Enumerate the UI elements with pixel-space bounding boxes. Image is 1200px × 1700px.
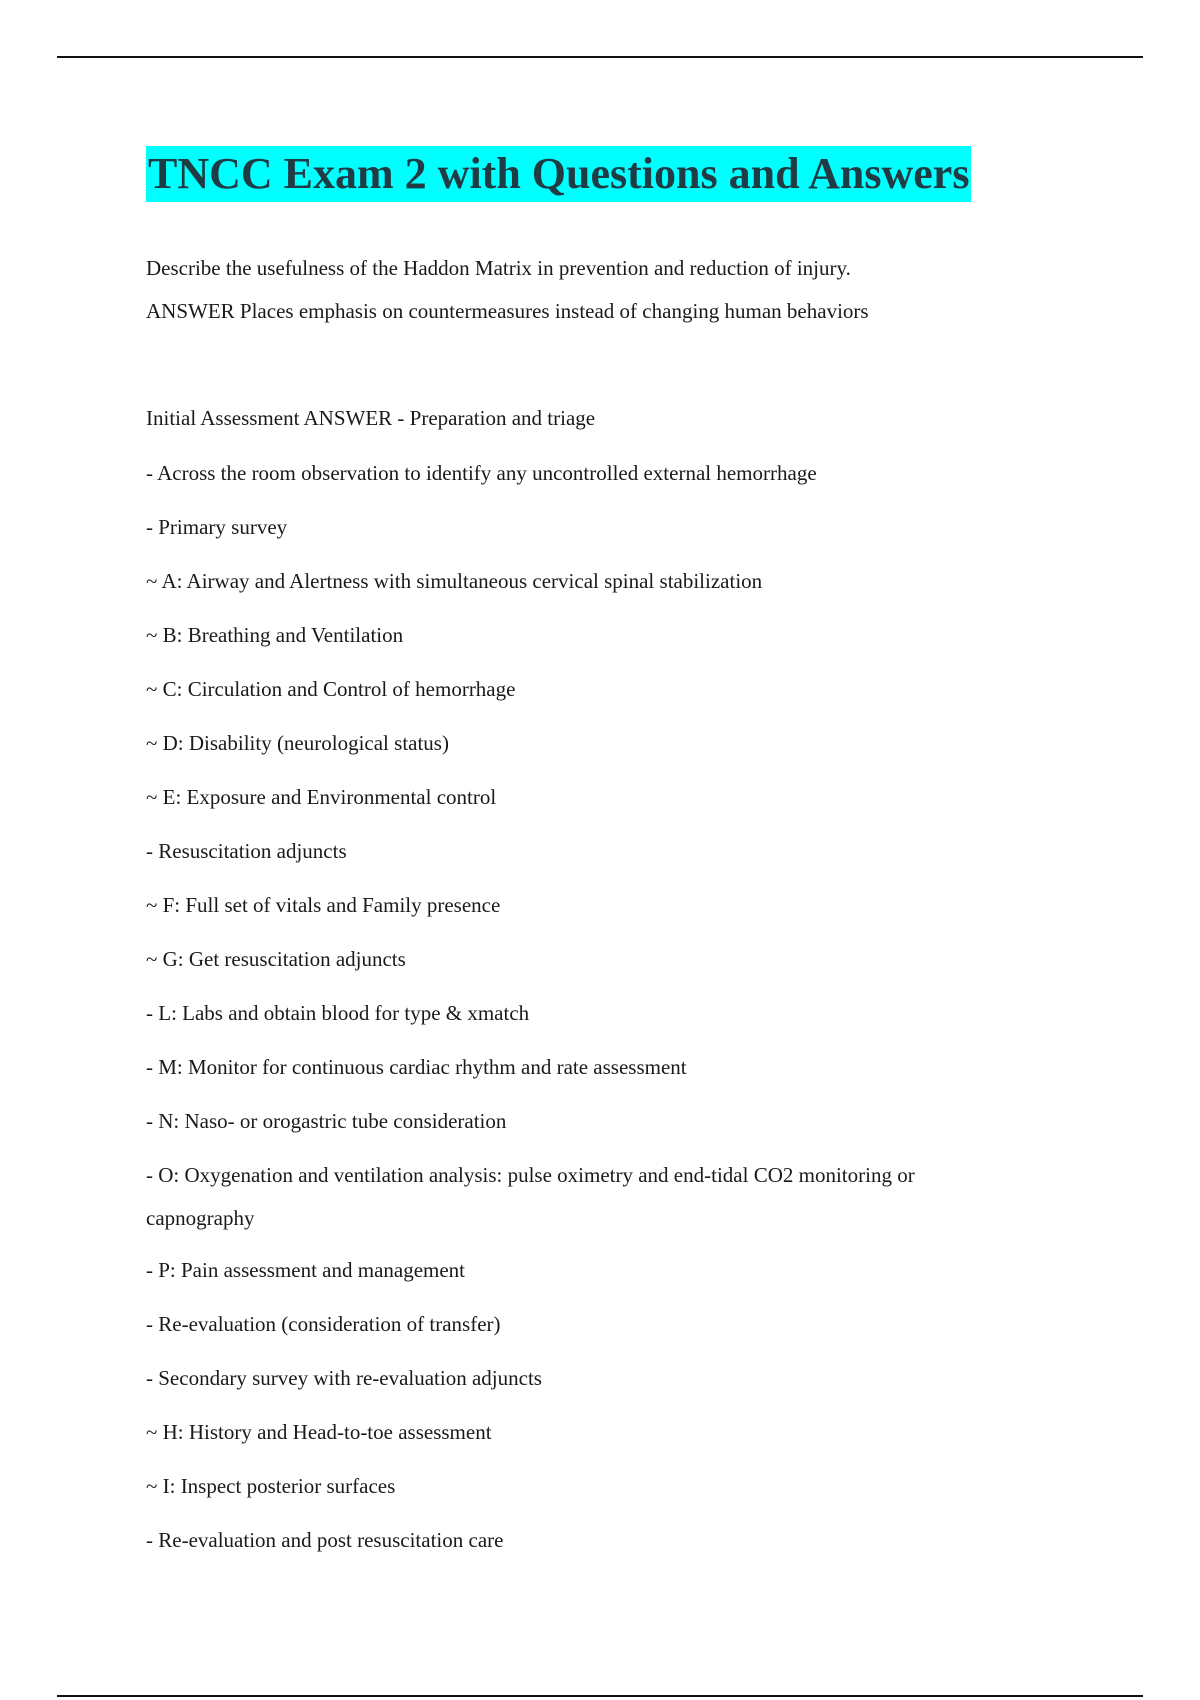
q2-line: ~ F: Full set of vitals and Family presence	[146, 893, 501, 917]
q2-line: ~ E: Exposure and Environmental control	[146, 785, 497, 809]
q2-line: ~ G: Get resuscitation adjuncts	[146, 947, 406, 971]
q2-line: ~ B: Breathing and Ventilation	[146, 623, 404, 647]
q2-line: - N: Naso- or orogastric tube consideration	[146, 1109, 507, 1133]
bottom-divider	[57, 1695, 1143, 1697]
q2-line: - Secondary survey with re-evaluation adjuncts	[146, 1366, 542, 1390]
q2-line: ~ D: Disability (neurological status)	[146, 731, 449, 755]
q2-line: - Re-evaluation (consideration of transfer)	[146, 1312, 501, 1336]
q2-line: ~ A: Airway and Alertness with simultaneous cervical spinal stabilization	[146, 569, 763, 593]
top-divider	[57, 56, 1143, 58]
q2-line: Initial Assessment ANSWER - Preparation and triage	[146, 406, 596, 430]
q2-line: ~ H: History and Head-to-toe assessment	[146, 1420, 492, 1444]
q2-line: - Resuscitation adjuncts	[146, 839, 347, 863]
document-title: TNCC Exam 2 with Questions and Answers	[146, 146, 971, 202]
q1-question: Describe the usefulness of the Haddon Matrix in prevention and reduction of injury.	[146, 256, 851, 280]
q2-line: ~ C: Circulation and Control of hemorrhage	[146, 677, 516, 701]
q2-line: - L: Labs and obtain blood for type & xmatch	[146, 1001, 530, 1025]
q2-line: - Re-evaluation and post resuscitation care	[146, 1528, 504, 1552]
q2-line: - P: Pain assessment and management	[146, 1258, 466, 1282]
q2-line: - O: Oxygenation and ventilation analysis: pulse oximetry and end-tidal CO2 monitoring or	[146, 1163, 915, 1187]
q2-line: ~ I: Inspect posterior surfaces	[146, 1474, 396, 1498]
q1-answer: ANSWER Places emphasis on countermeasures instead of changing human behaviors	[146, 299, 869, 323]
q2-line: - M: Monitor for continuous cardiac rhythm and rate assessment	[146, 1055, 687, 1079]
q2-line: capnography	[146, 1206, 255, 1230]
q2-line: - Primary survey	[146, 515, 288, 539]
q2-line: - Across the room observation to identify any uncontrolled external hemorrhage	[146, 461, 817, 485]
